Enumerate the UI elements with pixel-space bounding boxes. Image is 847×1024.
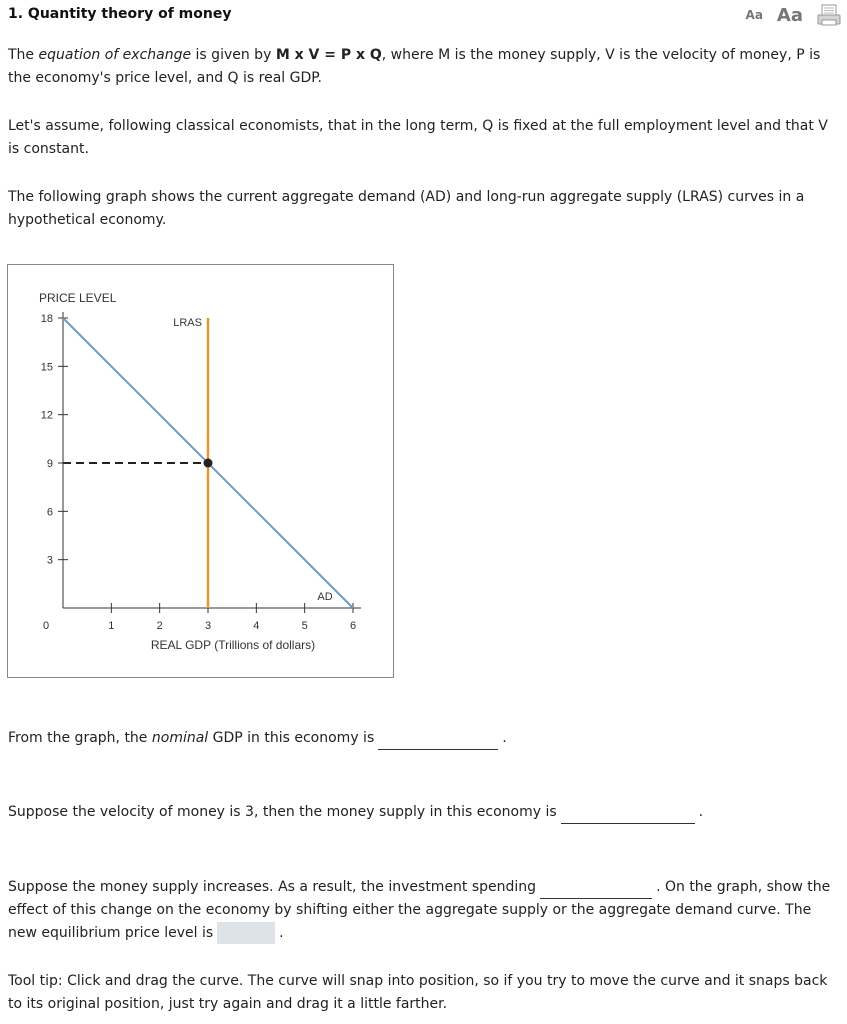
graph-panel [7, 264, 394, 678]
money-supply-answer-blank[interactable] [561, 807, 695, 824]
intro-paragraph-2: Let's assume, following classical economists, that in the long term, Q is fixed at the full employment level and that V is constant. [8, 118, 828, 157]
y-tick-label-3: 3 [46, 554, 53, 567]
y-tick-label-12: 12 [40, 409, 53, 422]
font-size-large-button[interactable]: Aa [776, 4, 803, 26]
equilibrium-point [204, 459, 213, 468]
nominal-gdp-answer-blank[interactable] [378, 733, 498, 750]
question-money-supply-increase: Suppose the money supply increases. As a result, the investment spending . On the graph, show the effect of this change on the economy by shifting either the aggregate supply or the aggregate demand curve. The new equilibrium price level is . [8, 876, 838, 945]
lras-label: LRAS [173, 317, 202, 329]
new-price-level-input[interactable] [217, 922, 275, 944]
y-axis-title: PRICE LEVEL [39, 291, 117, 305]
intro-paragraph-1: The equation of exchange is given by M x V = P x Q, where M is the money supply, V is the velocity of money, P is the economy's price level, and Q is real GDP. [8, 47, 821, 86]
print-icon[interactable] [817, 4, 841, 26]
tooltip-text: Tool tip: Click and drag the curve. The curve will snap into position, so if you try to move the curve and it snaps back to its original position, just try again and drag it a little farther. [8, 973, 828, 1012]
investment-spending-dropdown[interactable] [540, 882, 652, 899]
x-tick-label-3: 3 [204, 620, 212, 632]
ad-label: AD [317, 591, 333, 603]
x-tick-label-5: 5 [301, 620, 308, 632]
ad-lras-chart [8, 265, 393, 677]
question-nominal-gdp: From the graph, the nominal GDP in this economy is . [8, 727, 838, 750]
x-tick-label-1: 1 [108, 620, 115, 632]
y-tick-label-18: 18 [40, 313, 53, 325]
x-tick-label-2: 2 [156, 620, 163, 632]
font-size-small-button[interactable]: Aa [745, 8, 763, 22]
origin-label: 0 [42, 620, 50, 632]
question-money-supply: Suppose the velocity of money is 3, then the money supply in this economy is . [8, 801, 838, 824]
y-tick-label-6: 6 [46, 506, 53, 519]
x-tick-label-4: 4 [253, 620, 260, 632]
intro-paragraph-3: The following graph shows the current aggregate demand (AD) and long-run aggregate supply (LRAS) curves in a hypothetical economy. [8, 189, 805, 228]
question-title: 1. Quantity theory of money [8, 6, 232, 22]
y-tick-label-15: 15 [40, 361, 53, 374]
x-axis-title: REAL GDP (Trillions of dollars) [150, 638, 316, 652]
y-tick-label-9: 9 [46, 458, 53, 470]
toolbar [746, 4, 841, 26]
x-tick-label-6: 6 [349, 620, 357, 632]
